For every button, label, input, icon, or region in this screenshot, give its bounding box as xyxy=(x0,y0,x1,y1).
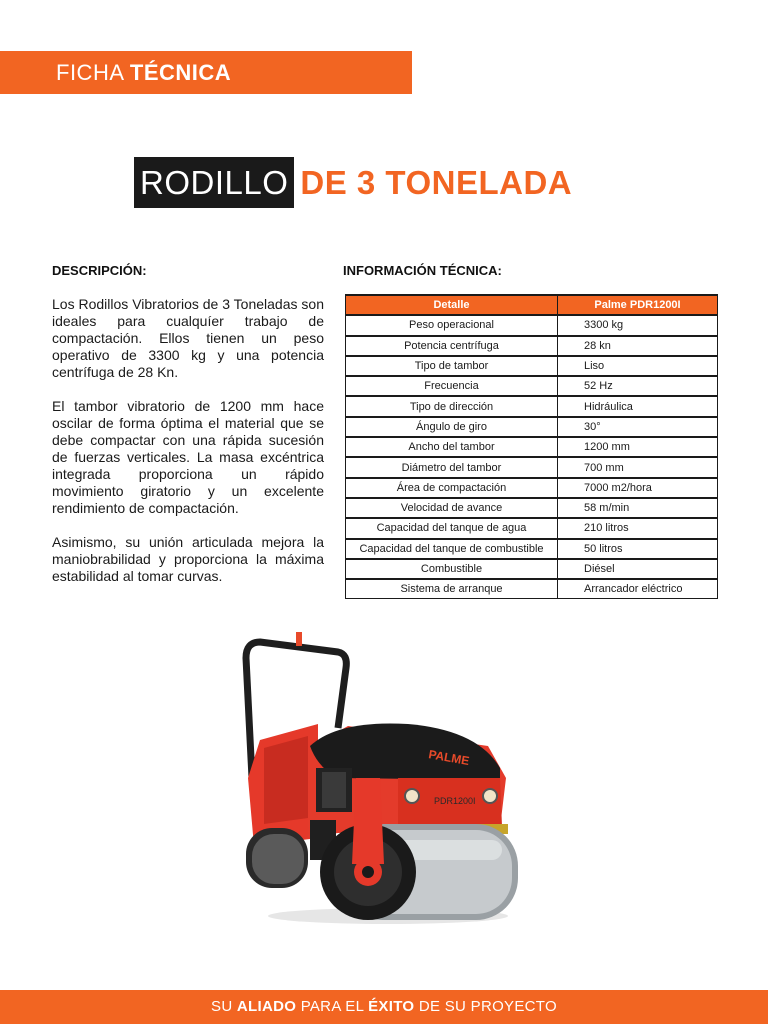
table-row xyxy=(346,539,718,559)
table-row xyxy=(346,315,718,335)
spec-value: 30° xyxy=(558,417,718,437)
page-title xyxy=(134,157,572,208)
table-row xyxy=(346,417,718,437)
page-header xyxy=(56,58,231,88)
spec-value: 700 mm xyxy=(558,457,718,477)
roller-machine-image xyxy=(238,628,518,928)
spec-label: Potencia centrífuga xyxy=(346,336,558,356)
header-bold: TÉCNICA xyxy=(129,60,232,85)
tech-heading: INFORMACIÓN TÉCNICA: xyxy=(343,263,502,278)
footer-word-bold: ÉXITO xyxy=(368,998,415,1015)
title-black-part: RODILLO xyxy=(134,157,294,208)
spec-table-header xyxy=(346,295,718,315)
spec-value: Arrancador eléctrico xyxy=(558,579,718,599)
table-row xyxy=(346,498,718,518)
beacon-icon xyxy=(296,632,302,646)
spec-label: Combustible xyxy=(346,559,558,579)
table-row xyxy=(346,579,718,599)
header-prefix: FICHA xyxy=(56,60,124,85)
description-heading: DESCRIPCIÓN: xyxy=(52,263,147,278)
spec-value: 58 m/min xyxy=(558,498,718,518)
table-row xyxy=(346,478,718,498)
description-paragraph: Los Rodillos Vibratorios de 3 Toneladas son ideales para cualquíer trabajo de compactación. Ellos tienen un peso operativo de 3300 kg y una potencia centrífuga de 28 Kn. xyxy=(52,296,324,380)
table-row xyxy=(346,396,718,416)
description-paragraph: El tambor vibratorio de 1200 mm hace oscilar de forma óptima el material que se debe compactar con una rápida sucesión de fuerzas verticales. La masa excéntrica integrada proporciona un rápido movimiento giratorio y un excelente rendimiento de compactación. xyxy=(52,398,324,516)
table-row xyxy=(346,518,718,538)
spec-label: Velocidad de avance xyxy=(346,498,558,518)
spec-value: 7000 m2/hora xyxy=(558,478,718,498)
footer-word: DE SU PROYECTO xyxy=(418,998,557,1015)
footer-word-bold: ALIADO xyxy=(236,998,297,1015)
table-row xyxy=(346,356,718,376)
spec-value: 52 Hz xyxy=(558,376,718,396)
spec-label: Peso operacional xyxy=(346,315,558,335)
headlight-icon xyxy=(483,789,497,803)
table-row xyxy=(346,437,718,457)
footer-word: PARA EL xyxy=(300,998,364,1015)
brand-label: PALME xyxy=(427,747,471,769)
description-paragraph: Asimismo, su unión articulada mejora la maniobrabilidad y proporciona la máxima estabilidad al tomar curvas. xyxy=(52,534,324,584)
spec-label: Ancho del tambor xyxy=(346,437,558,457)
col-detail-header: Detalle xyxy=(346,295,558,315)
title-orange-part: DE 3 TONELADA xyxy=(300,163,573,201)
footer-slogan xyxy=(0,990,768,1024)
spec-label: Tipo de tambor xyxy=(346,356,558,376)
spec-table xyxy=(345,294,718,599)
spec-label: Área de compactación xyxy=(346,478,558,498)
spec-value: 1200 mm xyxy=(558,437,718,457)
table-row xyxy=(346,376,718,396)
spec-value: 210 litros xyxy=(558,518,718,538)
spec-label: Capacidad del tanque de combustible xyxy=(346,539,558,559)
spec-label: Capacidad del tanque de agua xyxy=(346,518,558,538)
spec-value: Diésel xyxy=(558,559,718,579)
spec-label: Diámetro del tambor xyxy=(346,457,558,477)
spec-value: 28 kn xyxy=(558,336,718,356)
spec-label: Frecuencia xyxy=(346,376,558,396)
footer-word: SU xyxy=(211,998,233,1015)
spec-value: 3300 kg xyxy=(558,315,718,335)
spec-label: Tipo de dirección xyxy=(346,396,558,416)
headlight-icon xyxy=(405,789,419,803)
table-row xyxy=(346,336,718,356)
spec-label: Sistema de arranque xyxy=(346,579,558,599)
spec-value: 50 litros xyxy=(558,539,718,559)
col-model-header: Palme PDR1200I xyxy=(558,295,718,315)
spec-value: Hidráulica xyxy=(558,396,718,416)
model-label: PDR1200I xyxy=(434,796,476,806)
description-body xyxy=(52,296,324,602)
table-row xyxy=(346,457,718,477)
table-row xyxy=(346,559,718,579)
spec-label: Ángulo de giro xyxy=(346,417,558,437)
spec-value: Liso xyxy=(558,356,718,376)
